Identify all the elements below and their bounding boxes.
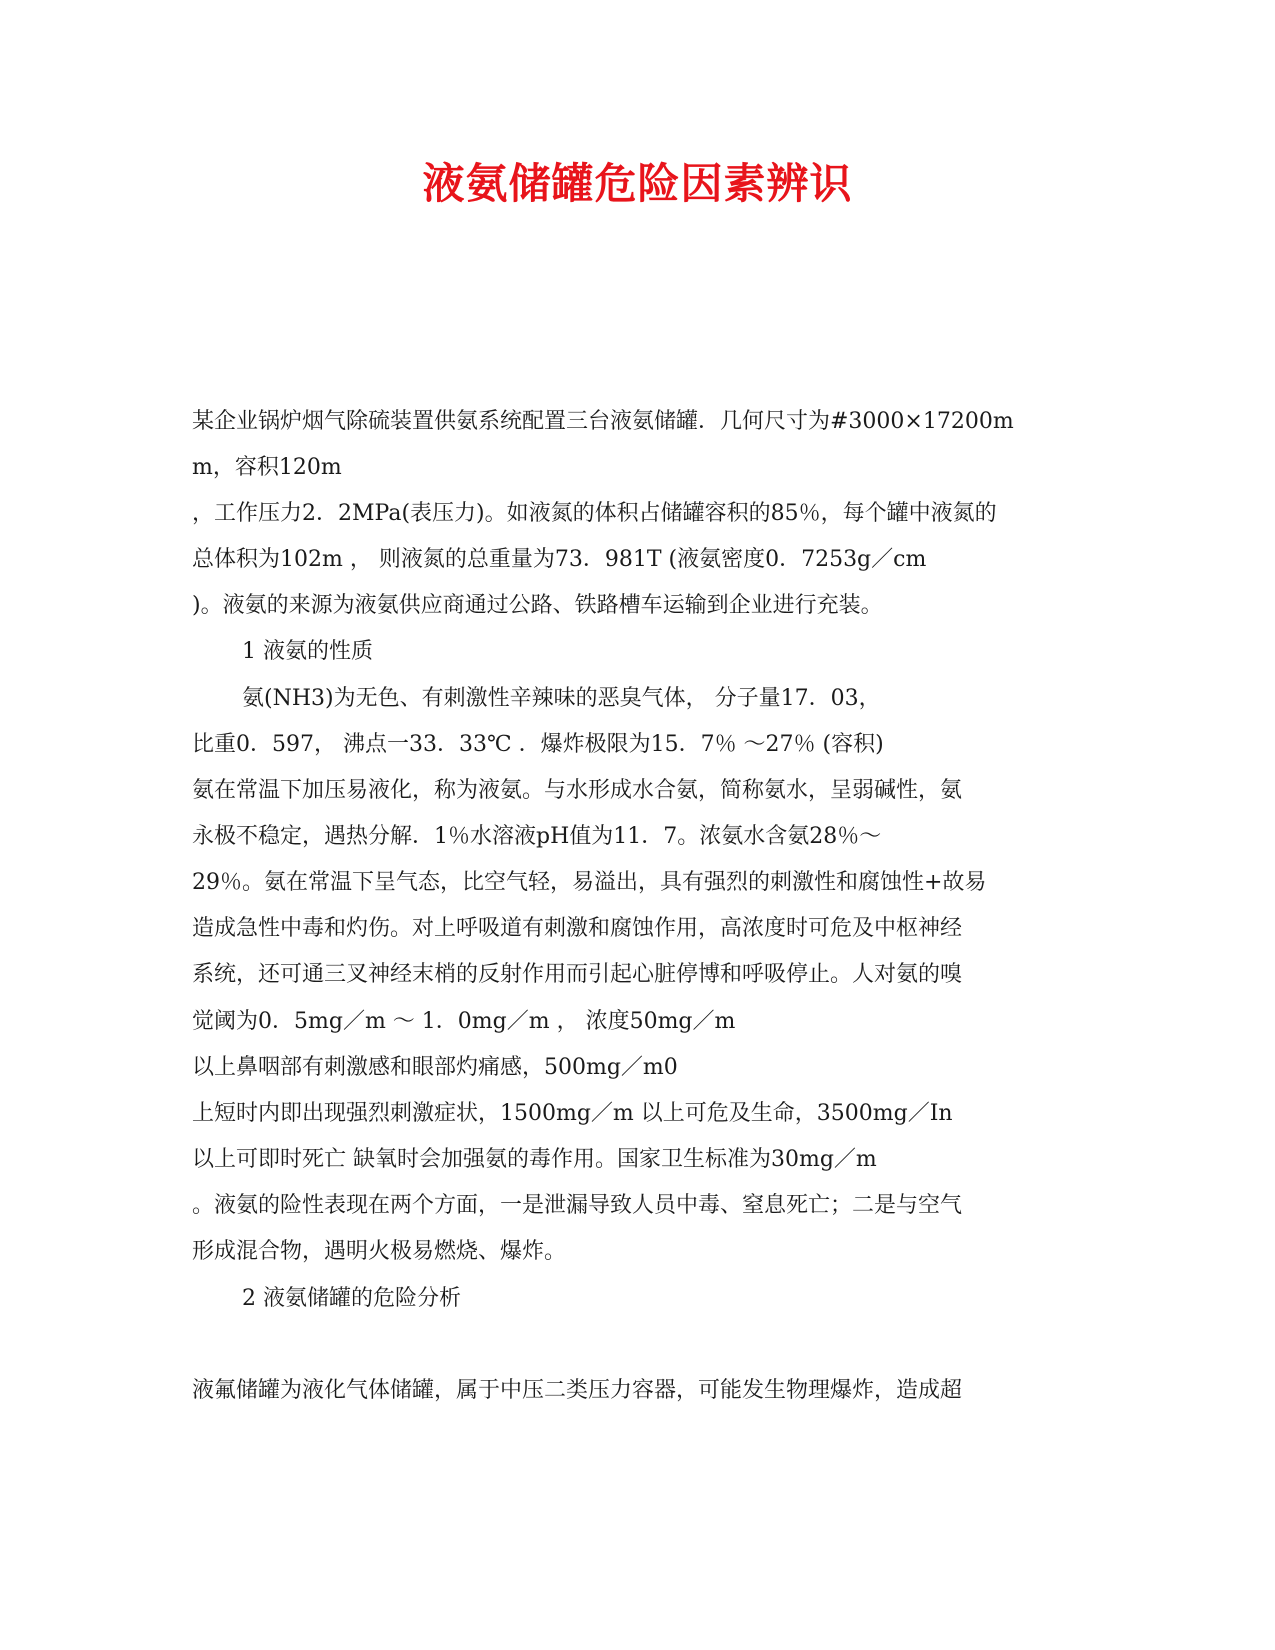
paragraph-line: 形成混合物，遇明火极易燃烧、爆炸。 [192,1239,567,1264]
paragraph-line: 氨在常温下加压易液化，称为液氨。与水形成水合氨，简称氨水，呈弱碱性，氨 [192,778,963,803]
paragraph-line: 以上可即时死亡 缺氧时会加强氨的毒作用。国家卫生标准为30mg／m [192,1147,877,1172]
paragraph-line: 总体积为102m ， 则液氮的总重量为73．981T (液氨密度0．7253g／cm [192,547,927,572]
paragraph-line: 觉阈为0．5mg／m ～ 1．0mg／m ， 浓度50mg／m [192,1009,736,1034]
paragraph-line: 。液氨的险性表现在两个方面，一是泄漏导致人员中毒、窒息死亡；二是与空气 [192,1193,963,1218]
paragraph-line: )。液氨的来源为液氨供应商通过公路、铁路槽车运输到企业进行充装。 [192,593,883,618]
paragraph-line: ，工作压力2．2MPa(表压力)。如液氮的体积占储罐容积的85％，每个罐中液氮的 [192,501,997,526]
paragraph-line: 液氟储罐为液化气体储罐，属于中压二类压力容器，可能发生物理爆炸，造成超 [192,1378,963,1403]
paragraph-line: 29％。氨在常温下呈气态，比空气轻，易溢出，具有强烈的刺激性和腐蚀性+故易 [192,870,987,895]
paragraph-line: 以上鼻咽部有刺激感和眼部灼痛感，500mg／m0 [192,1055,678,1080]
section-heading: 1 液氨的性质 [242,639,373,664]
paragraph-line: 比重0．597， 沸点一33．33℃ ．爆炸极限为15．7％ ～27％ (容积) [192,732,884,757]
paragraph-line: 系统，还可通三叉神经末梢的反射作用而引起心脏停博和呼吸停止。人对氨的嗅 [192,962,963,987]
paragraph-line: 永极不稳定，遇热分解．1％水溶液pH值为11．7。浓氨水含氨28％～ [192,824,882,849]
paragraph-line: 氨(NH3)为无色、有刺激性辛辣味的恶臭气体， 分子量17．03， [242,686,881,711]
paragraph-line: 上短时内即出现强烈刺激症状，1500mg／m 以上可危及生命，3500mg／In [192,1101,953,1126]
paragraph-line: 造成急性中毒和灼伤。对上呼吸道有刺激和腐蚀作用，高浓度时可危及中枢神经 [192,916,963,941]
document-title: 液氨储罐危险因素辨识 [422,159,853,208]
section-heading: 2 液氨储罐的危险分析 [242,1286,461,1311]
paragraph-line: m，容积120m [192,455,342,480]
paragraph-line: 某企业锅炉烟气除硫装置供氨系统配置三台液氨储罐．几何尺寸为#3000×17200m [192,409,1014,434]
